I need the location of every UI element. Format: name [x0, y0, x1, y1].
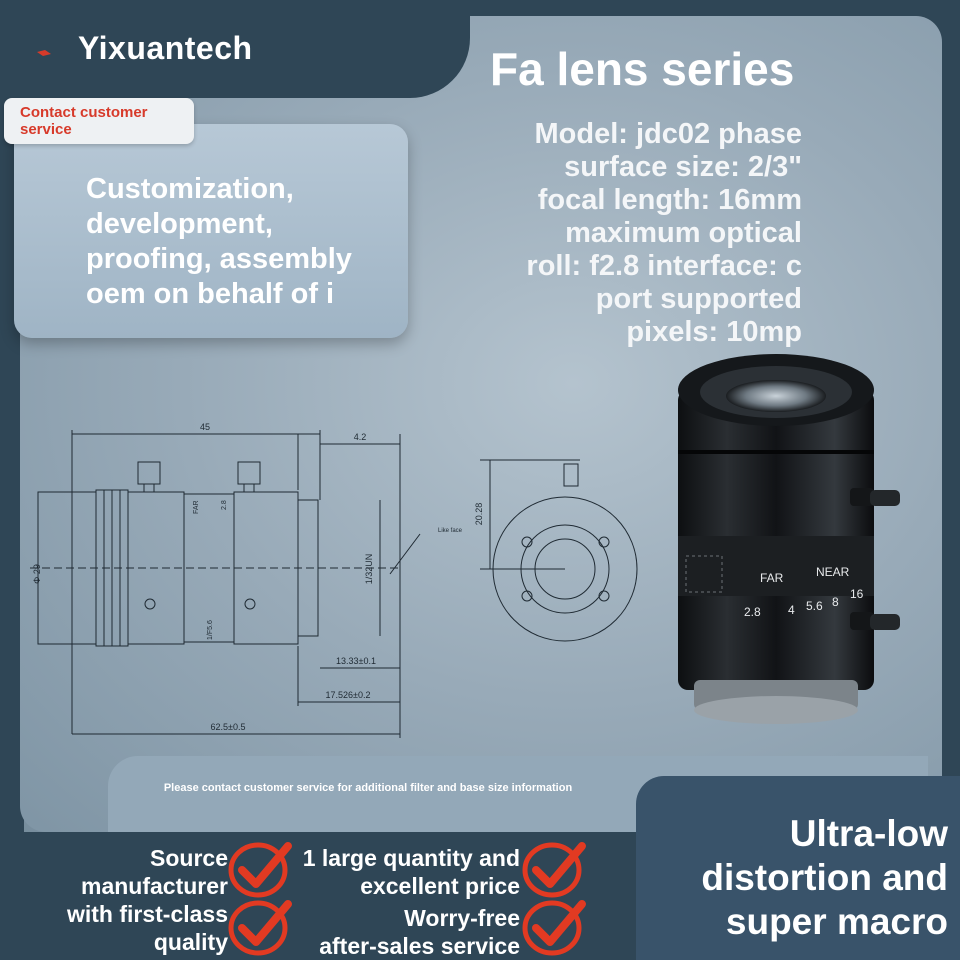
feature-line: manufacturer [81, 873, 228, 899]
check-icon [522, 838, 588, 900]
customization-line: oem on behalf of i [86, 278, 335, 310]
ring-label-28: 2.8 [221, 500, 228, 510]
check-icon [228, 896, 294, 958]
ring-label-far: FAR [193, 500, 200, 514]
product-title: Fa lens series [490, 43, 795, 95]
dim-like-face: Like face [438, 528, 463, 534]
feature-line: with first-class [66, 901, 228, 927]
feature-source-manufacturer [30, 844, 228, 900]
feature-line: Source [150, 845, 228, 871]
aperture-number: 8 [832, 595, 839, 609]
feature-large-quantity [298, 844, 520, 900]
dim-diameter: Φ 29 [32, 564, 42, 584]
lens-photo [664, 350, 914, 730]
customization-line: Customization, [86, 173, 294, 205]
technical-drawing [20, 414, 670, 744]
dim-total: 62.5±0.5 [210, 722, 246, 732]
lens-label-near: NEAR [816, 565, 850, 579]
check-icon [522, 896, 588, 958]
contact-label: Contact customer service [20, 104, 148, 138]
note-text: Please contact customer service for additional filter and base size information [163, 782, 573, 794]
tagline [656, 812, 948, 944]
feature-after-sales [298, 904, 520, 960]
dim-overall-width: 45 [199, 422, 211, 432]
tagline-line: distortion and [701, 857, 948, 898]
aperture-number: 16 [850, 587, 864, 601]
spec-line: roll: f2.8 interface: c [526, 250, 802, 282]
aperture-number: 4 [788, 603, 795, 617]
dim-flange: 4.2 [353, 432, 367, 442]
check-icon [228, 838, 294, 900]
ring-label-f56: 1/F5.6 [207, 620, 214, 640]
feature-line: Worry-free [404, 905, 520, 931]
brand-name: Yixuantech [78, 30, 253, 66]
spec-line: maximum optical [565, 217, 802, 249]
feature-line: quality [153, 929, 228, 955]
contact-customer-service-button[interactable] [4, 98, 194, 144]
feature-line: excellent price [360, 873, 520, 899]
spec-line: surface size: 2/3" [564, 151, 802, 183]
tagline-line: Ultra-low [789, 813, 948, 854]
customization-line: proofing, assembly [86, 243, 352, 275]
feature-line: after-sales service [319, 933, 520, 959]
customization-text [86, 172, 406, 312]
spec-list [402, 118, 802, 349]
customization-line: development, [86, 208, 273, 240]
brand-mark-icon [36, 48, 52, 58]
spec-line: focal length: 16mm [537, 184, 802, 216]
aperture-number: 2.8 [744, 605, 761, 619]
spec-line: Model: jdc02 phase [534, 118, 802, 150]
tagline-line: super macro [725, 901, 948, 942]
spec-line: port supported [595, 283, 802, 315]
feature-line: 1 large quantity and [302, 845, 520, 871]
lens-label-far: FAR [760, 571, 784, 585]
spec-line: pixels: 10mp [626, 316, 802, 348]
dim-d1: 13.33±0.1 [336, 656, 376, 666]
dim-thread: 1/32UN [364, 553, 374, 585]
feature-quality [24, 900, 228, 956]
aperture-number: 5.6 [806, 599, 823, 613]
dim-d2: 17.526±0.2 [325, 690, 371, 700]
dim-front-height: 20.28 [474, 502, 484, 526]
